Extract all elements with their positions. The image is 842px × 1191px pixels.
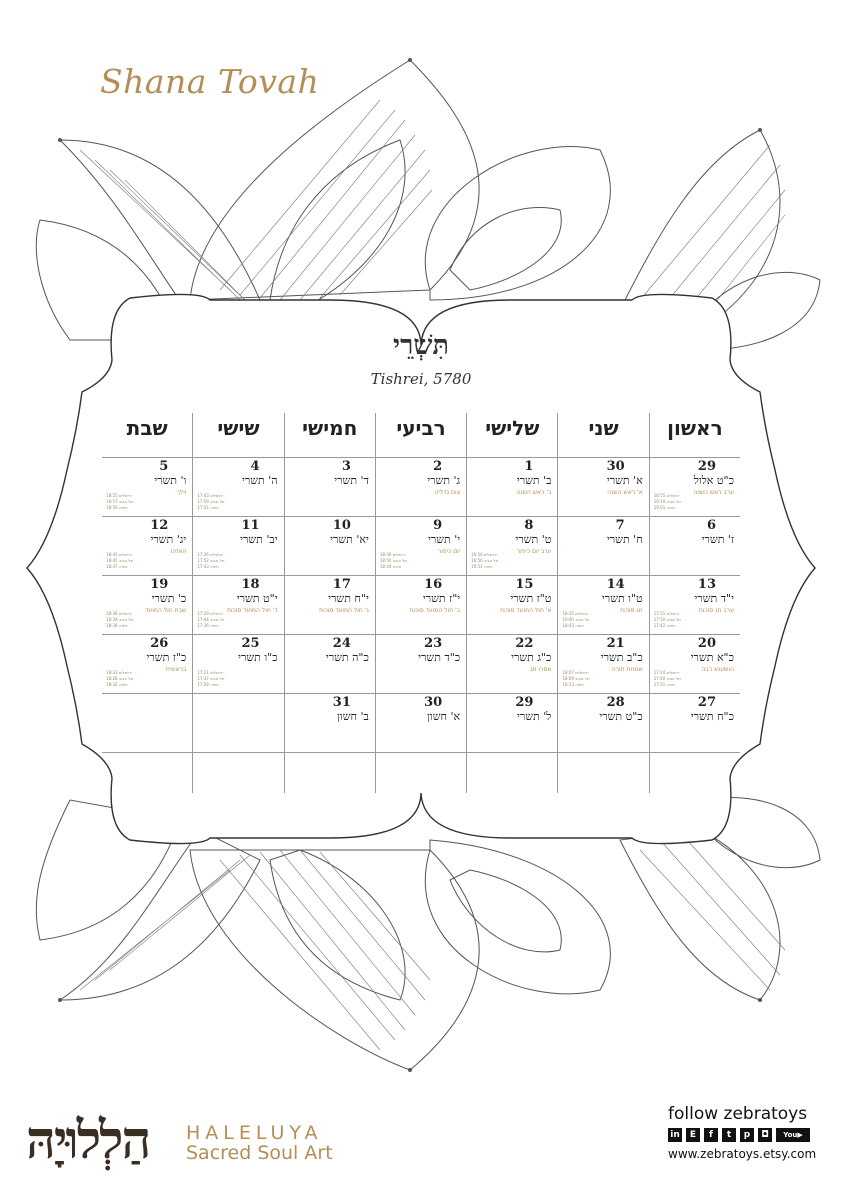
gregorian-date: 24 [332, 636, 351, 651]
calendar-week-row [102, 457, 740, 516]
gregorian-date: 30 [606, 459, 625, 474]
empty-day-cell [557, 753, 648, 793]
greeting-title: Shana Tovah [100, 62, 320, 101]
month-latin-title: Tishrei, 5780 [370, 370, 472, 388]
gregorian-date: 5 [159, 459, 169, 474]
pinterest-icon[interactable]: p [740, 1128, 754, 1142]
hebrew-date: י"ד תשרי [694, 592, 734, 605]
day-cell[interactable] [192, 694, 283, 752]
candle-times: 17:24 ירושלים 17:40 תל אביב 17:31 חיפה [653, 670, 681, 687]
weekday-header: רביעי [375, 413, 466, 457]
calendar-week-row [102, 575, 740, 634]
day-cell[interactable] [466, 635, 557, 693]
follow-text: follow zebratoys [668, 1104, 808, 1124]
gregorian-date: 6 [706, 518, 716, 533]
holiday-note: האזינו [170, 548, 187, 555]
hebrew-date: כ' תשרי [151, 592, 187, 605]
empty-day-cell [649, 753, 740, 793]
day-cell[interactable] [557, 517, 648, 575]
hebrew-date: ג' תשרי [427, 474, 461, 487]
holiday-note: ערב יום כיפור [516, 548, 552, 555]
gregorian-date: 9 [433, 518, 443, 533]
holiday-note: שבת חול המועד [145, 607, 187, 614]
weekday-header: חמישי [284, 413, 375, 457]
hebrew-date: ב' תשרי [516, 474, 552, 487]
candle-times: 18:33 ירושלים 18:28 תל אביב 18:32 חיפה [106, 670, 134, 687]
weekday-header: שבת [126, 416, 168, 440]
hebrew-date: ה' תשרי [241, 474, 278, 487]
gregorian-date: 26 [150, 636, 169, 651]
calendar-week-row [102, 516, 740, 575]
candle-times: 18:43 ירושלים 18:45 תל אביב 18:47 חיפה [106, 552, 134, 569]
empty-day-cell [102, 753, 192, 793]
candle-times: 17:21 ירושלים 17:37 תל אביב 17:28 חיפה [197, 670, 225, 687]
gregorian-date: 7 [615, 518, 625, 533]
day-cell[interactable] [649, 458, 740, 516]
hebrew-date: ד' תשרי [334, 474, 369, 487]
linkedin-icon[interactable]: in [668, 1128, 682, 1142]
twitter-icon[interactable]: t [722, 1128, 736, 1142]
hebrew-date: י"ז תשרי [422, 592, 461, 605]
hebrew-date: יג' תשרי [150, 533, 187, 546]
candle-times: 16:56 ירושלים 16:56 תל אביב 16:51 חיפה [471, 552, 499, 569]
hebrew-date: ח' תשרי [606, 533, 643, 546]
candle-times: 17:43 ירושלים 17:59 תל אביב 17:51 חיפה [197, 493, 225, 510]
day-cell[interactable] [284, 517, 375, 575]
day-cell[interactable] [557, 635, 648, 693]
holiday-note: צום גדליה [434, 489, 461, 496]
hebrew-date: כ"א תשרי [690, 651, 734, 664]
hebrew-date: ל' תשרי [516, 710, 552, 723]
calendar-empty-row [102, 752, 740, 793]
gregorian-date: 11 [241, 518, 260, 533]
day-cell[interactable] [284, 458, 375, 516]
month-hebrew-title: תִּשְׁרֵי [393, 330, 449, 361]
day-cell[interactable] [466, 458, 557, 516]
hebrew-date: כ"ה תשרי [325, 651, 369, 664]
gregorian-date: 4 [250, 459, 260, 474]
gregorian-date: 19 [150, 577, 169, 592]
hebrew-date: כ"ד תשרי [418, 651, 461, 664]
day-cell[interactable] [102, 694, 192, 752]
hebrew-date: ט' תשרי [515, 533, 552, 546]
day-cell[interactable] [466, 517, 557, 575]
gregorian-date: 15 [515, 577, 534, 592]
holiday-note: ד' חול המועד סוכות [227, 607, 278, 614]
candle-times: 17:36 ירושלים 17:52 תל אביב 17:43 חיפה [197, 552, 225, 569]
haleluya-logo-hebrew: הַלְלוּיָהּ [26, 1110, 150, 1171]
day-cell[interactable] [192, 458, 283, 516]
day-cell[interactable] [284, 694, 375, 752]
hebrew-date: י"ט תשרי [236, 592, 278, 605]
gregorian-date: 10 [332, 518, 351, 533]
day-cell[interactable] [649, 694, 740, 752]
gregorian-date: 25 [241, 636, 260, 651]
hebrew-date: כ"ג תשרי [511, 651, 552, 664]
hebrew-date: ב' חשון [337, 710, 369, 723]
holiday-note: א' חול המועד סוכות [500, 607, 552, 614]
hebrew-date: כ"ב תשרי [600, 651, 643, 664]
hebrew-date: כ"ט אלול [693, 474, 734, 487]
calendar-weeks [102, 457, 740, 752]
facebook-icon[interactable]: f [704, 1128, 718, 1142]
gregorian-date: 23 [424, 636, 443, 651]
hebrew-date: כ"ט תשרי [599, 710, 643, 723]
holiday-note: ערב ראש השנה [693, 489, 734, 496]
empty-day-cell [375, 753, 466, 793]
hebrew-date: כ"ז תשרי [146, 651, 187, 664]
website-link[interactable]: www.zebratoys.etsy.com [668, 1147, 817, 1161]
hebrew-date: א' חשון [427, 710, 461, 723]
day-cell[interactable] [102, 458, 192, 516]
holiday-note: ב' חול המועד סוכות [409, 607, 461, 614]
holiday-note: א' ראש השנה [607, 489, 643, 496]
gregorian-date: 29 [515, 695, 534, 710]
weekday-header-row [102, 413, 740, 457]
gregorian-date: 8 [524, 518, 534, 533]
gregorian-date: 1 [524, 459, 534, 474]
day-cell[interactable] [284, 576, 375, 634]
day-cell[interactable] [557, 694, 648, 752]
holiday-note: וילך [176, 489, 187, 496]
day-cell[interactable] [466, 576, 557, 634]
empty-day-cell [466, 753, 557, 793]
etsy-icon[interactable]: E [686, 1128, 700, 1142]
empty-day-cell [192, 753, 283, 793]
holiday-note: ערב חג סוכות [698, 607, 734, 614]
holiday-note: ב' ראש השנה [516, 489, 552, 496]
hebrew-date: כ"ו תשרי [238, 651, 278, 664]
holiday-note: ג' חול המועד סוכות [319, 607, 369, 614]
day-cell[interactable] [192, 517, 283, 575]
gregorian-date: 27 [697, 695, 716, 710]
gregorian-date: 29 [697, 459, 716, 474]
calendar-week-row [102, 693, 740, 752]
calendar-week-row [102, 634, 740, 693]
day-cell[interactable] [375, 458, 466, 516]
candle-times: 17:31 ירושלים 17:50 תל אביב 17:42 חיפה [653, 611, 681, 628]
gregorian-date: 20 [697, 636, 716, 651]
social-icons [668, 1128, 810, 1142]
holiday-note: חג סוכות [620, 607, 643, 614]
candle-times: 18:55 ירושלים 19:10 תל אביב 19:01 חיפה [653, 493, 681, 510]
day-cell[interactable] [102, 635, 192, 693]
day-cell[interactable] [192, 576, 283, 634]
gregorian-date: 18 [241, 577, 260, 592]
candle-times: 18:36 ירושלים 18:50 תל אביב 18:44 חיפה [379, 552, 408, 569]
day-cell[interactable] [375, 517, 466, 575]
calendar-grid [102, 413, 740, 786]
day-cell[interactable] [375, 576, 466, 634]
day-cell[interactable] [375, 635, 466, 693]
haleluya-logo-subtitle: Sacred Soul Art [186, 1142, 333, 1164]
candle-times: 17:29 ירושלים 17:44 תל אביב 17:36 חיפה [197, 611, 225, 628]
gregorian-date: 31 [332, 695, 351, 710]
gregorian-date: 22 [515, 636, 534, 651]
gregorian-date: 30 [424, 695, 443, 710]
day-cell[interactable] [284, 635, 375, 693]
hebrew-date: י' תשרי [427, 533, 461, 546]
hebrew-date: ט"ז תשרי [510, 592, 552, 605]
day-cell[interactable] [192, 635, 283, 693]
day-cell[interactable] [102, 576, 192, 634]
hebrew-date: א' תשרי [606, 474, 643, 487]
hebrew-date: כ"ח תשרי [690, 710, 734, 723]
hebrew-date: ו' תשרי [154, 474, 187, 487]
hebrew-date: ט"ו תשרי [601, 592, 643, 605]
holiday-note: אסרו חג [530, 666, 552, 673]
holiday-note: יום כיפור [438, 548, 461, 555]
gregorian-date: 2 [433, 459, 443, 474]
gregorian-date: 21 [606, 636, 625, 651]
instagram-icon[interactable]: ◘ [758, 1128, 772, 1142]
day-cell[interactable] [649, 576, 740, 634]
gregorian-date: 28 [606, 695, 625, 710]
weekday-header: שלישי [466, 413, 557, 457]
candle-times: 18:55 ירושלים 18:57 תל אביב 18:56 חיפה [106, 493, 134, 510]
hebrew-date: יא' תשרי [330, 533, 369, 546]
haleluya-logo-title: HALELUYA [186, 1122, 323, 1144]
holiday-note: הושענא רבה [701, 666, 734, 673]
holiday-note: שמחת תורה [611, 666, 643, 673]
weekday-header: שני [557, 413, 648, 457]
gregorian-date: 3 [341, 459, 351, 474]
gregorian-date: 14 [606, 577, 625, 592]
hebrew-date: יב' תשרי [240, 533, 278, 546]
hebrew-date: י"ח תשרי [328, 592, 369, 605]
hebrew-date: ז' תשרי [701, 533, 734, 546]
gregorian-date: 17 [332, 577, 351, 592]
gregorian-date: 12 [150, 518, 169, 533]
candle-times: 18:35 ירושלים 18:40 תל אביב 18:43 חיפה [562, 611, 590, 628]
day-cell[interactable] [466, 694, 557, 752]
day-cell[interactable] [649, 517, 740, 575]
gregorian-date: 13 [697, 577, 716, 592]
youtube-icon[interactable]: You▶ [776, 1128, 810, 1142]
gregorian-date: 16 [424, 577, 443, 592]
holiday-note: בראשית [165, 666, 187, 673]
day-cell[interactable] [375, 694, 466, 752]
candle-times: 18:07 ירושלים 18:09 תל אביב 18:13 חיפה [562, 670, 590, 687]
weekday-header: שישי [192, 413, 283, 457]
day-cell[interactable] [557, 458, 648, 516]
day-cell[interactable] [102, 517, 192, 575]
candle-times: 18:36 ירושלים 18:34 תל אביב 18:38 חיפה [106, 611, 134, 628]
day-cell[interactable] [649, 635, 740, 693]
weekday-header: ראשון [649, 413, 740, 457]
day-cell[interactable] [557, 576, 648, 634]
empty-day-cell [284, 753, 375, 793]
